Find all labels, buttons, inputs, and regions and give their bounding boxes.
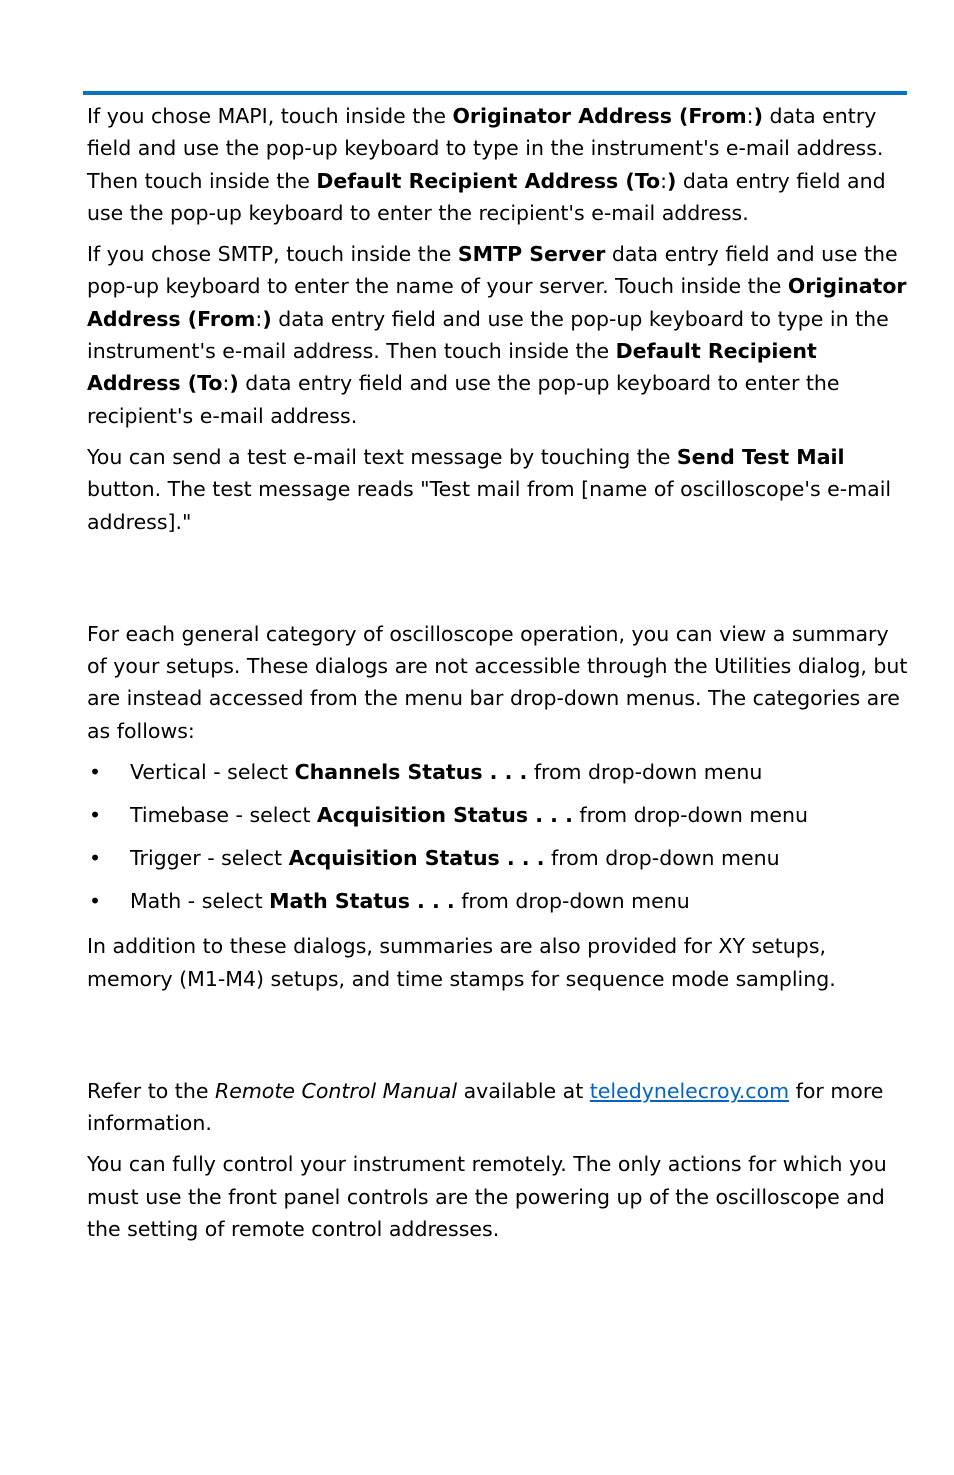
remote-reference-paragraph: Refer to the Remote Control Manual available at teledynelecroy.com for more information. (87, 1078, 884, 1136)
status-outro-paragraph: In addition to these dialogs, summaries are also provided for XY setups, memory (M1-M4) setups, and time stamps for sequence mode sampling. (87, 934, 836, 991)
page-content (87, 100, 909, 1245)
bullet-icon: • (89, 889, 102, 913)
test-mail-paragraph: You can send a test e-mail text message by touching the Send Test Mail button. The test message reads "Test mail from [name of oscilloscope's e-mail address]." (87, 444, 892, 534)
mapi-paragraph: If you chose MAPI, touch inside the Originator Address (From:) data entry field and use the pop-up keyboard to type in the instrument's e-mail address. Then touch inside the Default Recipient Address (To:) data entry field and use the pop-up keyboard to enter the recipient's e-mail address. (87, 104, 886, 225)
status-intro-paragraph: For each general category of oscilloscope operation, you can view a summary of your setups. These dialogs are not accessible through the Utilities dialog, but are instead accessed from the menu bar drop-down menus. The categories are as follows: (87, 621, 908, 743)
bullet-icon: • (89, 803, 102, 828)
status-category-list (87, 756, 909, 917)
list-item: • Vertical - select Channels Status . . . from drop-down menu (87, 756, 909, 788)
list-item: • Math - select Math Status . . . from drop-down menu (87, 885, 909, 917)
header-rule (83, 91, 907, 95)
list-item: • Timebase - select Acquisition Status . . . from drop-down menu (87, 799, 909, 831)
bullet-icon: • (89, 760, 102, 785)
smtp-paragraph: If you chose SMTP, touch inside the SMTP Server data entry field and use the pop-up keyboard to enter the name of your server. Touch inside the Originator Address (From:) data entry field and use the pop-up keyboard to type in the instrument's e-mail address. Then touch inside the Default Recipient Address (To:) data entry field and use the pop-up keyboard to enter the recipient's e-mail address. (87, 242, 907, 428)
list-item: • Trigger - select Acquisition Status . . . from drop-down menu (87, 842, 909, 874)
remote-control-paragraph: You can fully control your instrument remotely. The only actions for which you must use the front panel controls are the powering up of the oscilloscope and the setting of remote control addresses. (87, 1152, 887, 1242)
bullet-icon: • (89, 846, 102, 871)
teledynelecroy-link[interactable]: teledynelecroy.com (589, 1078, 790, 1103)
